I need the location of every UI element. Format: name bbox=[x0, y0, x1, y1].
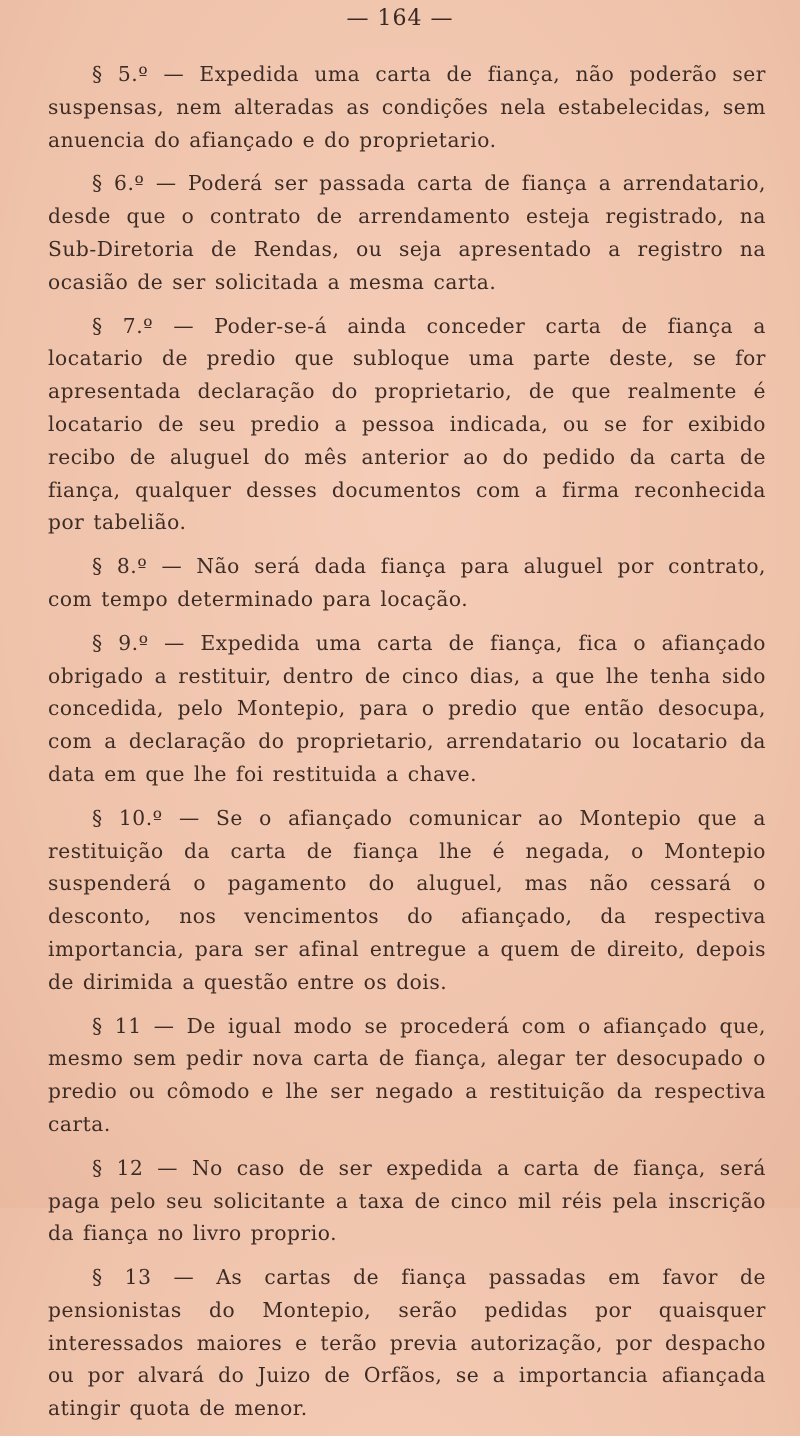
paragraph-12: § 12 — No caso de ser expedida a carta de fiança, será paga pelo seu solicitante a taxa de cinco mil réis pela inscrição da fiança no livro proprio. bbox=[48, 1155, 766, 1246]
paragraph-8: § 8.º — Não será dada fiança para aluguel por contrato, com tempo determinado para locação. bbox=[48, 554, 766, 611]
paragraph-7: § 7.º — Poder-se-á ainda conceder carta de fiança a locatario de predio que subloque uma parte deste, se for apresentada declaração do proprietario, de que realmente é locatario de seu predio a pessoa indicada, ou se for exibido recibo de aluguel do mês anterior ao do pedido da carta de fiança, qualquer desses documentos com a firma reconhecida por tabelião. bbox=[48, 313, 766, 535]
body-text bbox=[48, 58, 766, 1436]
paragraph-5: § 5.º — Expedida uma carta de fiança, não poderão ser suspensas, nem alteradas as condições nela estabelecidas, sem anuencia do afiançado e do proprietario. bbox=[48, 62, 766, 152]
paragraph-6: § 6.º — Poderá ser passada carta de fiança a arrendatario, desde que o contrato de arrendamento esteja registrado, na Sub-Diretoria de Rendas, ou seja apresentado a registro na ocasião de ser solicitada a mesma carta. bbox=[48, 171, 766, 294]
paragraph-10: § 10.º — Se o afiançado comunicar ao Montepio que a restituição da carta de fiança lhe é negada, o Montepio suspenderá o pagamento do aluguel, mas não cessará o desconto, nos vencimentos do afiançado, da respectiva importancia, para ser afinal entregue a quem de direito, depois de dirimida a questão entre os dois. bbox=[48, 805, 766, 994]
paragraph-13: § 13 — As cartas de fiança passadas em favor de pensionistas do Montepio, serão pedidas por quaisquer interessados maiores e terão previa autorização, por despacho ou por alvará do Juizo de Orfãos, se a importancia afiançada atingir quota de menor. bbox=[48, 1265, 766, 1421]
paragraph-9: § 9.º — Expedida uma carta de fiança, fica o afiançado obrigado a restituir, dentro de cinco dias, a que lhe tenha sido concedida, pelo Montepio, para o predio que então desocupa, com a declaração do proprietario, arrendatario ou locatario da data em que lhe foi restituida a chave. bbox=[48, 630, 766, 786]
paragraph-11: § 11 — De igual modo se procederá com o afiançado que, mesmo sem pedir nova carta de fiança, alegar ter desocupado o predio ou cômodo e lhe ser negado a restituição da respectiva carta. bbox=[48, 1013, 766, 1136]
page-number: — 164 — bbox=[346, 6, 454, 31]
